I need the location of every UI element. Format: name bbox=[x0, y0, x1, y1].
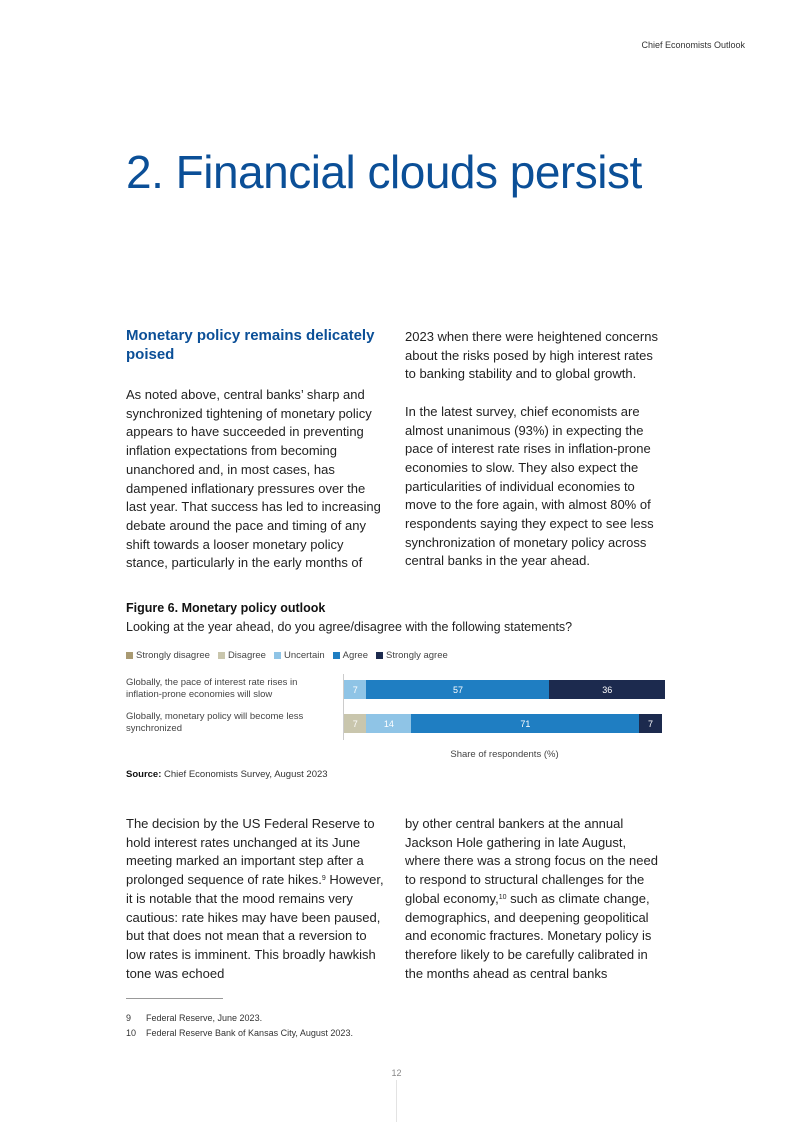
legend-label: Agree bbox=[342, 650, 368, 661]
running-header: Chief Economists Outlook bbox=[641, 40, 745, 50]
paragraph: by other central bankers at the annual Jackson Hole gathering in late August, where there was a strong focus on the need to respond to structural challenges for the global economy, bbox=[405, 816, 658, 906]
chart-data-label: 36 bbox=[602, 684, 613, 695]
paragraph-continued: such as climate change, demographics, and deepening geopolitical and economic fractures. Monetary policy is therefore likely to be carefully calibrated in the months ahead as central banks bbox=[405, 890, 652, 981]
chart-data-label: 7 bbox=[648, 718, 654, 729]
legend-item bbox=[376, 650, 448, 661]
legend-swatch bbox=[333, 652, 340, 659]
footnote-divider bbox=[126, 998, 223, 999]
chapter-title: 2. Financial clouds persist bbox=[126, 146, 642, 198]
chart-bar-segment bbox=[639, 714, 661, 733]
paragraph: In the latest survey, chief economists are almost unanimous (93%) in expecting the pace of interest rate rises in inflation-prone economies to slow. They also expect the particularities of individual economies to move to the fore again, with almost 80% of respondents saying they expect to see less synchronization of monetary policy across central banks in the year ahead. bbox=[405, 403, 654, 569]
legend-swatch bbox=[218, 652, 225, 659]
body-right-column bbox=[405, 815, 665, 983]
legend-swatch bbox=[126, 652, 133, 659]
chart-category-label: Globally, the pace of interest rate rises in inflation-prone economies will slow bbox=[126, 677, 298, 700]
figure-title: Figure 6. Monetary policy outlook bbox=[126, 601, 326, 615]
chart-bar-row bbox=[344, 680, 665, 699]
footnote bbox=[126, 1013, 262, 1023]
legend-item bbox=[333, 650, 368, 661]
chart-bar-segment bbox=[366, 714, 411, 733]
intro-left-column bbox=[126, 326, 386, 573]
footnote-number: 9 bbox=[126, 1013, 132, 1023]
section-heading: Monetary policy remains delicately poised bbox=[126, 327, 375, 363]
chart-bar-segment bbox=[344, 680, 366, 699]
chart-bar-segment bbox=[411, 714, 639, 733]
chart-bar-row bbox=[344, 714, 665, 733]
legend-label: Strongly agree bbox=[386, 650, 448, 661]
body-left-column bbox=[126, 815, 386, 983]
paragraph: As noted above, central banks’ sharp and synchronized tightening of monetary policy appears to have succeeded in preventing inflation expectations from becoming unanchored and, in most cases, has dampened inflationary pressures over the last year. That success has led to increasing debate around the pace and timing of any shift towards a looser monetary policy stance, particularly in the early months of bbox=[126, 387, 381, 571]
footnote bbox=[126, 1028, 353, 1038]
footnote-ref: 9 bbox=[321, 875, 326, 883]
chart-bar-segment bbox=[344, 714, 366, 733]
chart-data-label: 7 bbox=[352, 684, 358, 695]
chart-legend bbox=[126, 650, 456, 661]
paragraph-continued: However, it is notable that the mood remains very cautious: rate hikes may have been paused, but that does not mean that a reversion to low rates is imminent. This broadly hawkish tone was echoed bbox=[126, 872, 384, 981]
chart-data-label: 7 bbox=[352, 718, 358, 729]
footnote-text: Federal Reserve, June 2023. bbox=[146, 1013, 263, 1023]
page-divider bbox=[396, 1080, 397, 1122]
figure-source bbox=[126, 769, 328, 780]
paragraph: The decision by the US Federal Reserve to hold interest rates unchanged at its June meeting marked an important step after a prolonged sequence of rate hikes. bbox=[126, 816, 375, 888]
chart-bar-segment bbox=[366, 680, 549, 699]
legend-label: Uncertain bbox=[283, 650, 325, 661]
source-text: Chief Economists Survey, August 2023 bbox=[164, 769, 328, 780]
legend-label: Disagree bbox=[227, 650, 266, 661]
legend-item bbox=[126, 650, 210, 661]
footnote-number: 10 bbox=[126, 1028, 137, 1038]
legend-item bbox=[274, 650, 325, 661]
legend-item bbox=[218, 650, 266, 661]
chart-category-label: Globally, monetary policy will become less synchronized bbox=[126, 711, 304, 734]
chart-data-label: 14 bbox=[383, 718, 394, 729]
intro-right-column bbox=[405, 328, 665, 571]
footnote-text: Federal Reserve Bank of Kansas City, August 2023. bbox=[146, 1028, 353, 1038]
chart-data-label: 57 bbox=[452, 684, 463, 695]
page-number: 12 bbox=[391, 1068, 402, 1078]
chart-bar-segment bbox=[549, 680, 665, 699]
chart-data-label: 71 bbox=[520, 718, 531, 729]
x-axis-label: Share of respondents (%) bbox=[450, 749, 559, 760]
footnote-ref: 10 bbox=[498, 893, 507, 901]
paragraph: 2023 when there were heightened concerns about the risks posed by high interest rates to banking stability and to global growth. bbox=[405, 329, 658, 382]
source-label: Source: bbox=[126, 769, 162, 780]
legend-swatch bbox=[274, 652, 281, 659]
legend-swatch bbox=[376, 652, 383, 659]
figure-subtitle: Looking at the year ahead, do you agree/disagree with the following statements? bbox=[126, 620, 573, 634]
legend-label: Strongly disagree bbox=[136, 650, 210, 661]
